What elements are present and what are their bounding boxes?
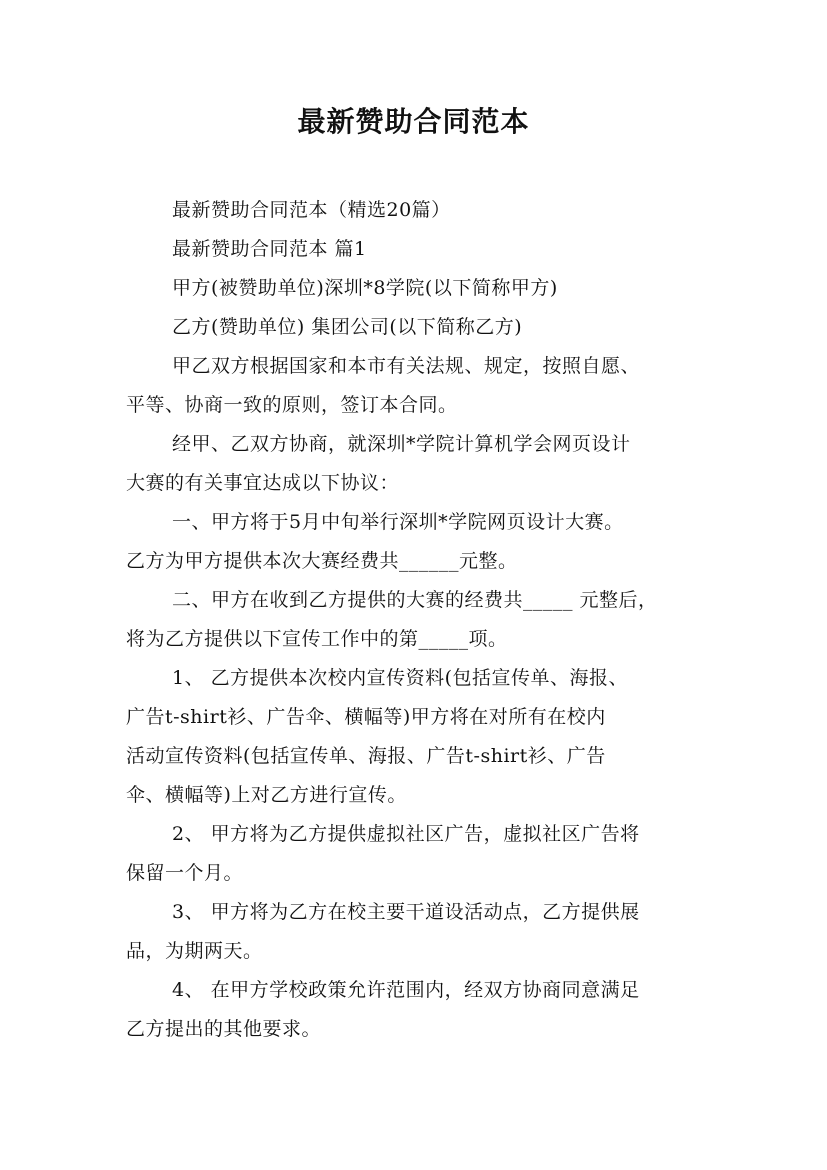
clause-one-line: 一、甲方将于5月中旬举行深圳*学院网页设计大赛。 (172, 511, 624, 533)
item-one-line: 伞、横幅等)上对乙方进行宣传。 (126, 784, 407, 806)
item-two-line: 2、 甲方将为乙方提供虚拟社区广告，虚拟社区广告将 (172, 823, 640, 845)
item-two-line: 保留一个月。 (126, 862, 244, 884)
item-one-line: 广告t-shirt衫、广告伞、横幅等)甲方将在对所有在校内 (126, 706, 606, 728)
subtitle-line: 最新赞助合同范本（精选20篇） (172, 199, 451, 221)
clause-two-line: 将为乙方提供以下宣传工作中的第_____项。 (126, 628, 508, 650)
item-one-line: 1、 乙方提供本次校内宣传资料(包括宣传单、海报、 (172, 667, 629, 689)
item-three-line: 3、 甲方将为乙方在校主要干道设活动点，乙方提供展 (172, 901, 640, 923)
item-one-line: 活动宣传资料(包括宣传单、海报、广告t-shirt衫、广告 (126, 745, 606, 767)
item-four-line: 乙方提出的其他要求。 (126, 1018, 322, 1040)
paragraph-line: 经甲、乙双方协商，就深圳*学院计算机学会网页设计 (172, 433, 631, 455)
paragraph-line: 大赛的有关事宜达成以下协议： (126, 472, 400, 494)
paragraph-line: 甲乙双方根据国家和本市有关法规、规定，按照自愿、 (172, 355, 641, 377)
party-a-line: 甲方(被赞助单位)深圳*8学院(以下简称甲方) (172, 277, 558, 299)
item-three-line: 品，为期两天。 (126, 940, 263, 962)
paragraph-line: 平等、协商一致的原则，签订本合同。 (126, 394, 458, 416)
clause-one-line: 乙方为甲方提供本次大赛经费共______元整。 (126, 550, 518, 572)
clause-two-line: 二、甲方在收到乙方提供的大赛的经费共_____ 元整后， (172, 589, 658, 611)
section-heading: 最新赞助合同范本 篇1 (172, 238, 367, 260)
party-b-line: 乙方(赞助单位) 集团公司(以下简称乙方) (172, 316, 523, 338)
item-four-line: 4、 在甲方学校政策允许范围内，经双方协商同意满足 (172, 979, 640, 1001)
document-title: 最新赞助合同范本 (297, 105, 530, 138)
